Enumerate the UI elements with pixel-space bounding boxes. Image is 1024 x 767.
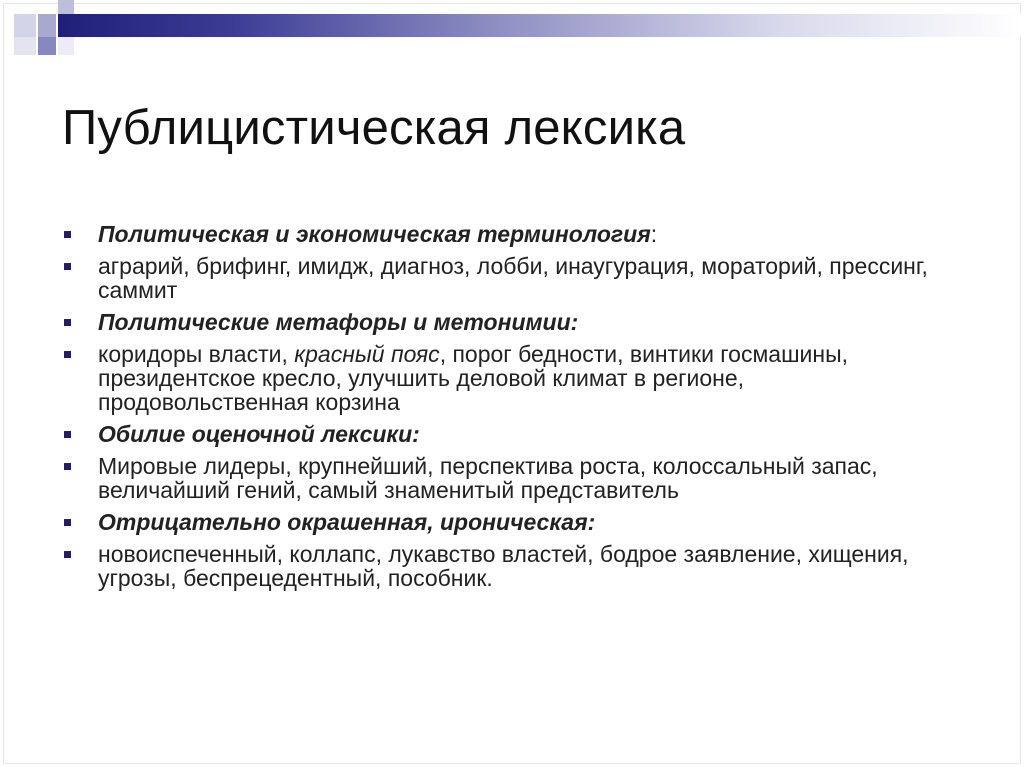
section-heading: Отрицательно окрашенная, ироническая: [98, 509, 596, 535]
list-item [62, 342, 942, 414]
item-text: аграрий, брифинг, имидж, диагноз, лобби, инаугурация, мораторий, прессинг, саммит [98, 253, 928, 303]
list-item [62, 254, 942, 302]
item-text-italic: красный пояс [294, 341, 440, 367]
bullet-list [62, 222, 942, 598]
list-item [62, 542, 942, 590]
decor-square [14, 14, 36, 37]
bullet-icon [64, 263, 71, 270]
item-text-part: , порог бедности, винтики госмашины, президентское кресло, улучшить деловой климат в регионе, продовольственная корзина [98, 341, 849, 415]
decor-square [58, 0, 74, 14]
decor-square [58, 37, 74, 55]
section-heading: Политическая и экономическая терминология [98, 221, 651, 247]
bullet-icon [64, 231, 71, 238]
bullet-icon [64, 463, 71, 470]
list-item [62, 422, 942, 446]
list-item [62, 454, 942, 502]
item-text: Мировые лидеры, крупнейший, перспектива роста, колоссальный запас, величайший гений, самый знаменитый представитель [98, 453, 878, 503]
bullet-icon [64, 319, 71, 326]
section-heading: Обилие оценочной лексики: [98, 421, 420, 447]
section-heading: Политические метафоры и метонимии: [98, 309, 579, 335]
bullet-icon [64, 551, 71, 558]
header-gradient-bar [58, 14, 1022, 37]
item-text: новоиспеченный, коллапс, лукавство властей, бодрое заявление, хищения, угрозы, беспрецедентный, пособник. [98, 541, 909, 591]
decor-square [38, 14, 56, 37]
item-text-part: коридоры власти, [98, 341, 295, 367]
slide-title: Публицистическая лексика [62, 101, 686, 155]
list-item [62, 510, 942, 534]
bullet-icon [64, 431, 71, 438]
heading-suffix: : [650, 221, 658, 247]
bullet-icon [64, 519, 71, 526]
decor-square [14, 37, 36, 55]
decor-square [38, 37, 56, 55]
bullet-icon [64, 351, 71, 358]
list-item [62, 222, 942, 246]
list-item [62, 310, 942, 334]
